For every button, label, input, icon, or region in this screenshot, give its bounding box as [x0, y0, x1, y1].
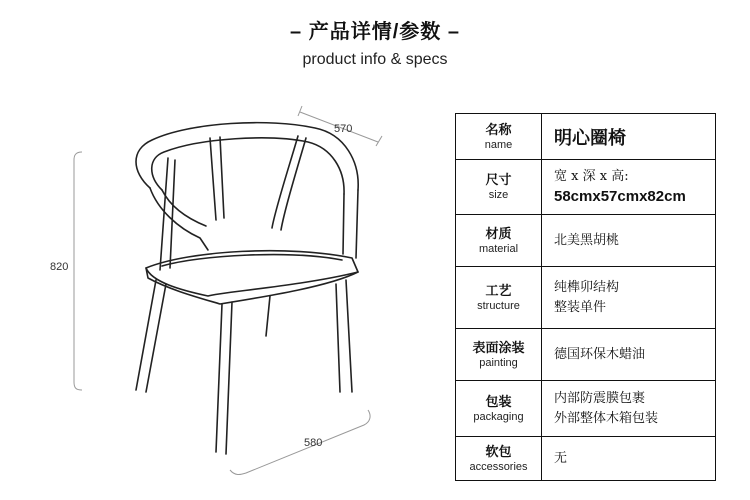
- dim-height-label: 820: [50, 261, 69, 273]
- dim-height-line: [74, 152, 82, 390]
- spec-label-en: accessories: [469, 460, 528, 473]
- spec-value: 58cmx57cmx82cm: [554, 188, 686, 205]
- chair-back-rail-inner: [152, 138, 344, 194]
- spec-value: 明心圈椅: [554, 127, 626, 148]
- spec-value: 无: [554, 450, 568, 466]
- dim-width-label: 570: [334, 123, 353, 135]
- spec-label-en: painting: [479, 356, 518, 369]
- spec-row-packaging: [456, 381, 716, 437]
- spec-value: 北美黑胡桃: [554, 232, 620, 248]
- spec-row-name: [456, 114, 716, 160]
- spec-label-cn: 工艺: [485, 282, 512, 298]
- spec-label-cn: 尺寸: [485, 172, 512, 187]
- page-header: [0, 18, 750, 70]
- dim-depth-line: [230, 410, 370, 475]
- spec-label-en: structure: [477, 299, 520, 312]
- chair-back-rail-outer: [136, 123, 358, 190]
- spec-label-en: size: [488, 189, 509, 201]
- specs-table: [455, 113, 716, 481]
- chair-back-splat: [210, 138, 216, 220]
- spec-label-en: name: [484, 138, 513, 151]
- dim-depth-label: 580: [304, 437, 323, 449]
- spec-row-size: [456, 160, 716, 215]
- chair-arm-left: [150, 188, 208, 250]
- spec-label-en: packaging: [473, 410, 524, 423]
- page-title: – 产品详情/参数 –: [290, 21, 460, 43]
- spec-row-accessories: [456, 437, 716, 481]
- spec-label-cn: 包装: [485, 393, 512, 409]
- chair-leg-front-mid: [216, 304, 222, 452]
- spec-value: 德国环保木蜡油: [554, 346, 646, 362]
- spec-value: 纯榫卯结构: [554, 279, 620, 295]
- spec-value: 整装单件: [554, 299, 607, 315]
- spec-label-cn: 软包: [485, 443, 512, 459]
- spec-value: 内部防震膜包裹: [554, 390, 646, 406]
- spec-value: 外部整体木箱包装: [554, 410, 659, 426]
- spec-label-en: material: [478, 242, 519, 255]
- chair-drawing: [40, 100, 400, 490]
- spec-label-cn: 名称: [485, 121, 512, 137]
- chair-arm-right: [356, 190, 358, 258]
- spec-label-cn: 材质: [485, 225, 512, 241]
- spec-row-structure: [456, 267, 716, 329]
- page-subtitle: product info & specs: [302, 51, 448, 68]
- chair-leg-back-right: [346, 280, 352, 392]
- spec-row-painting: [456, 329, 716, 381]
- chair-leg-front-left: [136, 280, 156, 390]
- spec-label-cn: 表面涂装: [472, 339, 525, 355]
- spec-row-material: [456, 215, 716, 267]
- spec-value: 宽 x 深 x 高:: [554, 169, 629, 184]
